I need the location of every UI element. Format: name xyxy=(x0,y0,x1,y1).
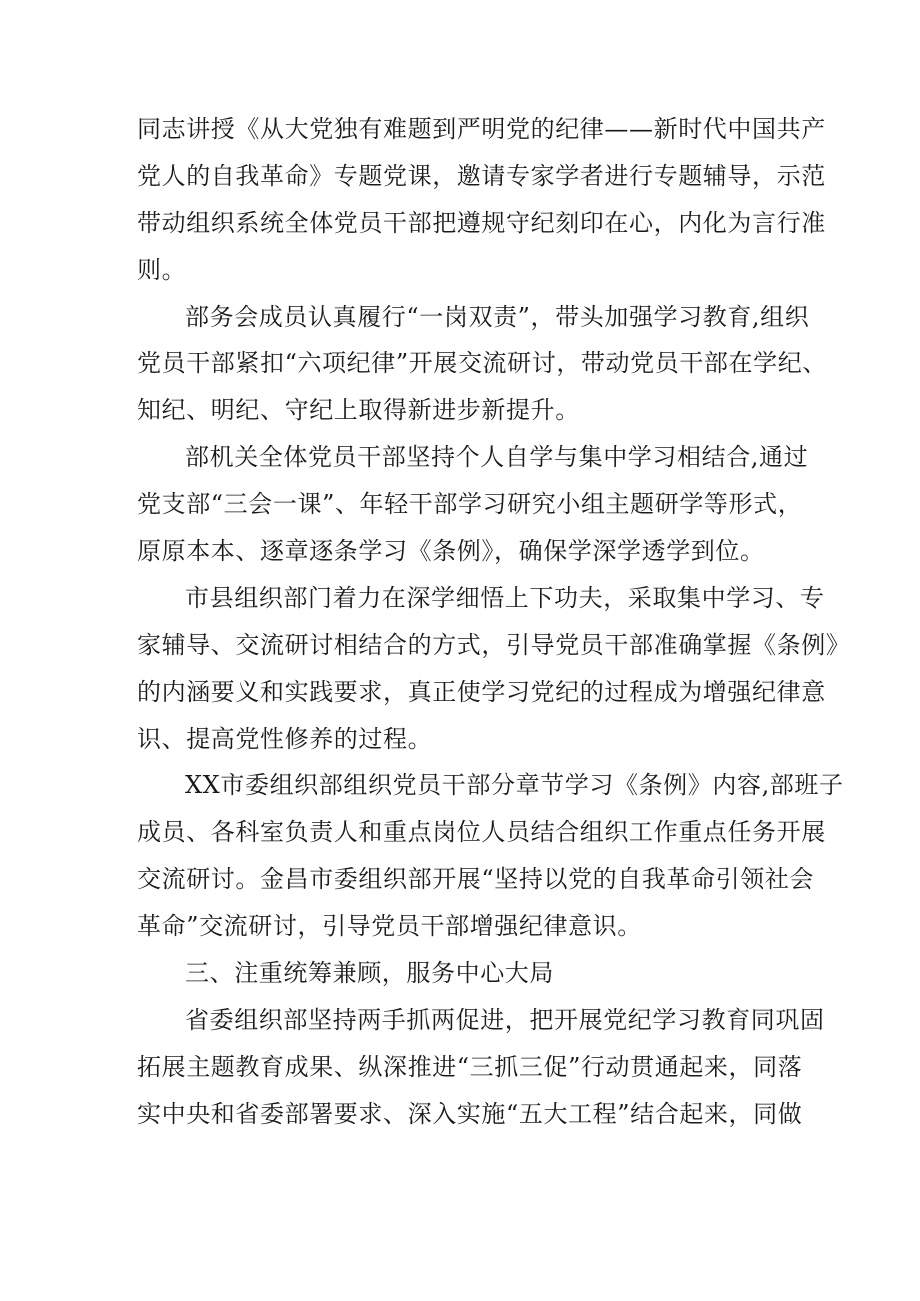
text-line: 党人的自我革命》专题党课，邀请专家学者进行专题辅导，示范 xyxy=(137,161,826,190)
paragraph-first-line: 省委组织部坚持两手抓两促进，把开展党纪学习教育同巩固 xyxy=(185,1005,825,1034)
text-line: 则。 xyxy=(137,255,187,284)
text-line: 党支部“三会一课”、年轻干部学习研究小组主题研学等形式， xyxy=(137,490,803,519)
text-line: 知纪、明纪、守纪上取得新进步新提升。 xyxy=(137,396,580,425)
text-line: 原原本本、逐章逐条学习《条例》，确保学深学透学到位。 xyxy=(137,537,765,566)
text-line: 家辅导、交流研讨相结合的方式，引导党员干部准确掌握《条例》 xyxy=(137,630,851,659)
text-line: 实中央和省委部署要求、深入实施“五大工程”结合起来，同做 xyxy=(137,1099,803,1128)
text-line: 同志讲授《从大党独有难题到严明党的纪律——新时代中国共产 xyxy=(137,115,826,143)
text-line: 的内涵要义和实践要求，真正使学习党纪的过程成为增强纪律意 xyxy=(137,677,826,706)
text-line: 拓展主题教育成果、纵深推进“三抓三促”行动贯通起来，同落 xyxy=(137,1052,803,1081)
paragraph-first-line: 部务会成员认真履行“一岗双责”，带头加强学习教育,组织 xyxy=(185,302,810,331)
text-line: 交流研讨。金昌市委组织部开展“坚持以党的自我革命引领社会 xyxy=(137,865,815,894)
paragraph-first-line: 部机关全体党员干部坚持个人自学与集中学习相结合,通过 xyxy=(185,443,809,472)
text-line: 识、提高党性修养的过程。 xyxy=(137,724,433,753)
text-line: 党员干部紧扣“六项纪律”开展交流研讨，带动党员干部在学纪、 xyxy=(137,349,827,378)
document-body xyxy=(137,106,851,1138)
text-line: 成员、各科室负责人和重点岗位人员结合组织工作重点任务开展 xyxy=(137,818,826,847)
text-line: 带动组织系统全体党员干部把遵规守纪刻印在心，内化为言行准 xyxy=(137,208,826,237)
paragraph-first-line: 市县组织部门着力在深学细悟上下功夫，采取集中学习、专 xyxy=(185,583,825,612)
paragraph-first-line: XX市委组织部组织党员干部分章节学习《条例》内容,部班子 xyxy=(185,771,844,800)
text-line: 革命”交流研讨，引导党员干部增强纪律意识。 xyxy=(137,912,642,941)
section-heading: 三、注重统筹兼顾，服务中心大局 xyxy=(185,959,554,988)
